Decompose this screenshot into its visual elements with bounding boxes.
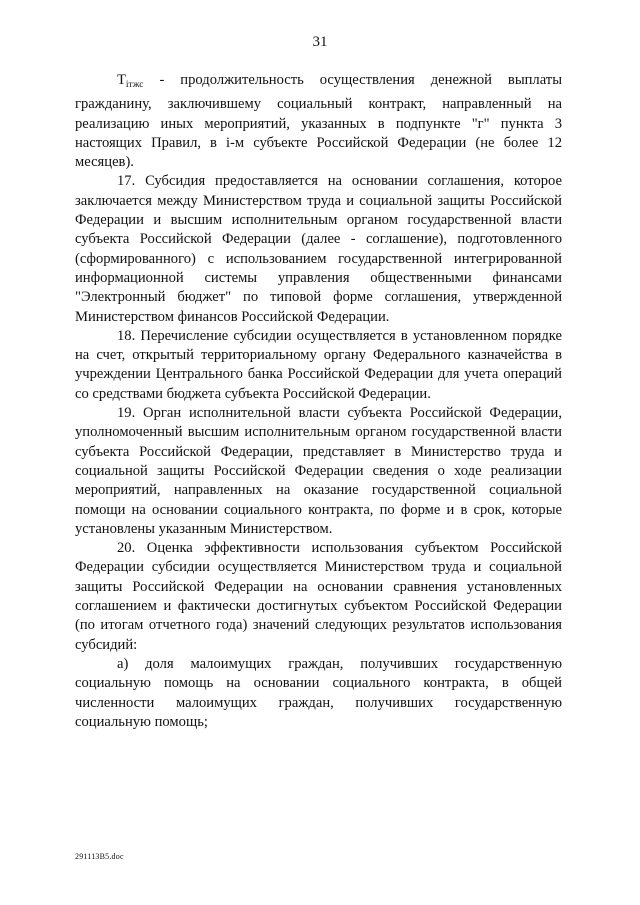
symbol-t: T bbox=[117, 72, 126, 88]
symbol-t-subscript: iтжс bbox=[125, 80, 144, 90]
file-name-footer: 291113B5.doc bbox=[75, 852, 124, 861]
paragraph-19: 19. Орган исполнительной власти субъекта Российской Федерации, уполномоченный высшим исполнительным органом государственной власти субъекта Российской Федерации, представляет в Министерство труда и социальной защиты Российской Федерации сведения о ходе реализации мероприятий, направленных на оказание государственной социальной помощи на основании социального контракта, по форме и в срок, которые установлены указанным Министерством. bbox=[75, 405, 562, 537]
paragraph-18: 18. Перечисление субсидии осуществляется в установленном порядке на счет, открытый территориальному органу Федерального казначейства в учреждении Центрального банка Российской Федерации для учета операций со средствами бюджета субъекта Российской Федерации. bbox=[75, 327, 562, 402]
paragraph-20: 20. Оценка эффективности использования субъектом Российской Федерации субсидии осуществляется Министерством труда и социальной защиты Российской Федерации на основании сравнения установленных соглашением и фактически достигнутых субъектом Российской Федерации (по итогам отчетного года) значений следующих результатов использования субсидий: bbox=[75, 540, 562, 653]
paragraph-t-definition-text: - продолжительность осуществления денежной выплаты гражданину, заключившему социальный контракт, направленный на реализацию иных мероприятий, указанных в подпункте "г" пункта 3 настоящих Правил, в i-м субъекте Российской Федерации (не более 12 месяцев). bbox=[75, 72, 562, 171]
page-number: 31 bbox=[312, 34, 328, 50]
document-body bbox=[75, 71, 562, 732]
paragraph-t-definition bbox=[75, 71, 562, 172]
paragraph-17: 17. Субсидия предоставляется на основании соглашения, которое заключается между Министерством труда и социальной защиты Российской Федерации и высшим исполнительным органом государственной власти субъекта Российской Федерации (далее - соглашение), подготовленного (сформированного) с использованием государственной интегрированной информационной системы управления общественными финансами "Электронный бюджет" по типовой форме соглашения, утвержденной Министерством финансов Российской Федерации. bbox=[75, 173, 562, 325]
paragraph-20a: а) доля малоимущих граждан, получивших государственную социальную помощь на основании социального контракта, в общей численности малоимущих граждан, получивших государственную социальную помощь; bbox=[75, 655, 562, 730]
